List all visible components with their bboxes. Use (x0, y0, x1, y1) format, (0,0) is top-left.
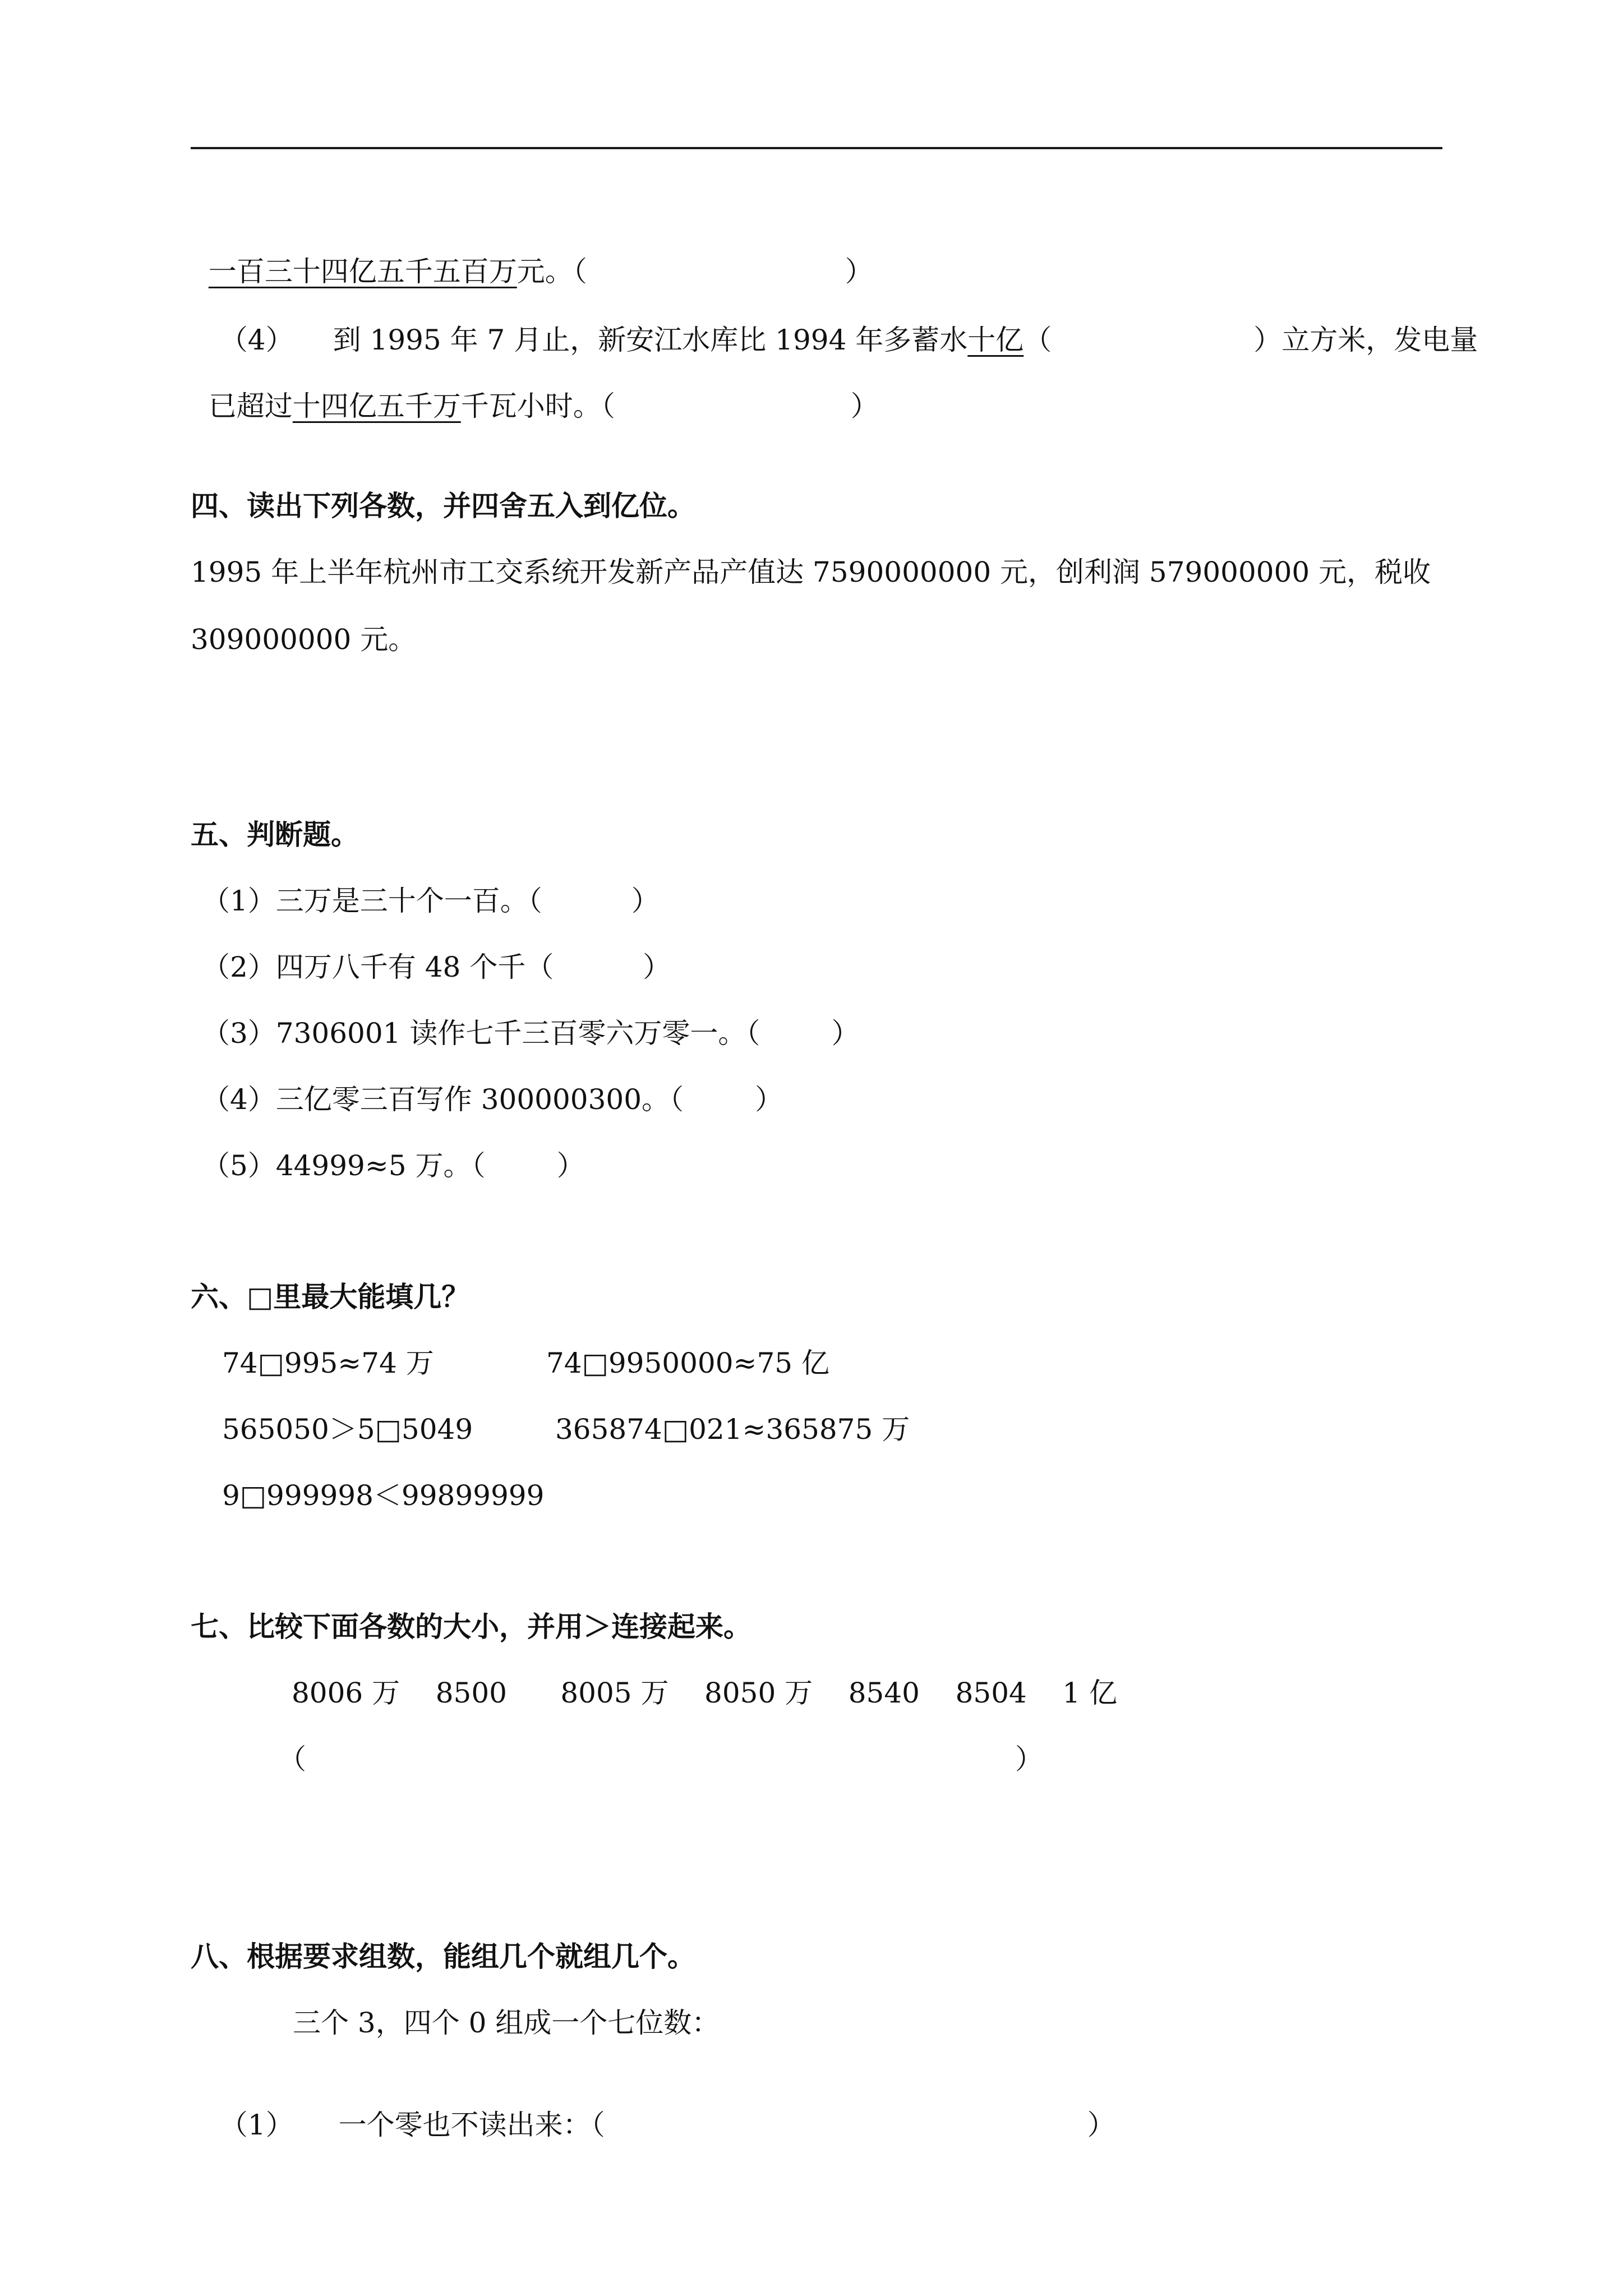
section8-intro: 三个 3，四个 0 组成一个七位数： (293, 2007, 720, 2039)
q3-tail: 元。（ (517, 255, 587, 288)
underlined-amount: 一百三十四亿五千五百万 (208, 255, 517, 288)
item-text: 已超过 (208, 390, 293, 422)
underlined-amount: 十亿 (967, 324, 1024, 356)
fill-box-expression: 74□9950000≈75 亿 (546, 1347, 829, 1379)
underlined-amount: 十四亿五千万 (292, 390, 461, 422)
judgement-item: （5）44999≈5 万。（ ） (202, 1149, 585, 1182)
answer-close: ） (850, 390, 879, 422)
item-number: （4） (219, 324, 294, 356)
item-text: 到 1995 年 7 月止，新安江水库比 1994 年多蓄水 (333, 324, 968, 356)
section5-heading: 五、判断题。 (191, 818, 359, 851)
fill-box-expression: 565050＞5□5049 (222, 1413, 473, 1446)
answer-close: ） (1015, 1743, 1043, 1775)
section7-heading: 七、比较下面各数的大小，并用＞连接起来。 (191, 1610, 751, 1643)
item-text: 一个零也不读出来：（ (338, 2109, 605, 2141)
item-text: 千瓦小时。（ (460, 390, 615, 422)
q3-answer-close: ） (845, 255, 873, 288)
section8-item1 (202, 2071, 1115, 2143)
header-rule (191, 147, 1442, 149)
fill-box-expression: 74□995≈74 万 (222, 1347, 434, 1379)
section4-text-line2: 309000000 元。 (191, 623, 417, 656)
answer-open: （ (1023, 324, 1052, 356)
section6-heading: 六、□里最大能填几？ (191, 1280, 470, 1313)
answer-close: ） (1087, 2109, 1115, 2141)
q3-continuation (191, 218, 873, 289)
fill-box-expression: 365874□021≈365875 万 (555, 1413, 910, 1446)
q3-item4-line2 (191, 352, 879, 424)
judgement-item: （2）四万八千有 48 个千（ ） (202, 951, 671, 983)
item-number: （1） (219, 2109, 294, 2141)
compare-numbers: 8006 万 8500 8005 万 8050 万 8540 8504 1 亿 (292, 1677, 1118, 1709)
fill-box-expression: 9□999998＜99899999 (222, 1479, 545, 1512)
q3-item4-line1 (202, 286, 1478, 358)
section4-text-line1: 1995 年上半年杭州市工交系统开发新产品产值达 7590000000 元，创利润 579000000 元，税收 (191, 556, 1431, 588)
judgement-item: （1）三万是三十个一百。（ ） (202, 885, 660, 917)
section4-heading: 四、读出下列各数，并四舍五入到亿位。 (191, 489, 695, 522)
answer-close: ）立方米，发电量 (1253, 324, 1478, 356)
judgement-item: （4）三亿零三百写作 300000300。（ ） (202, 1083, 783, 1116)
section8-heading: 八、根据要求组数，能组几个就组几个。 (191, 1940, 695, 1973)
judgement-item: （3）7306001 读作七千三百零六万零一。（ ） (202, 1017, 860, 1050)
answer-open: （ (278, 1743, 306, 1775)
